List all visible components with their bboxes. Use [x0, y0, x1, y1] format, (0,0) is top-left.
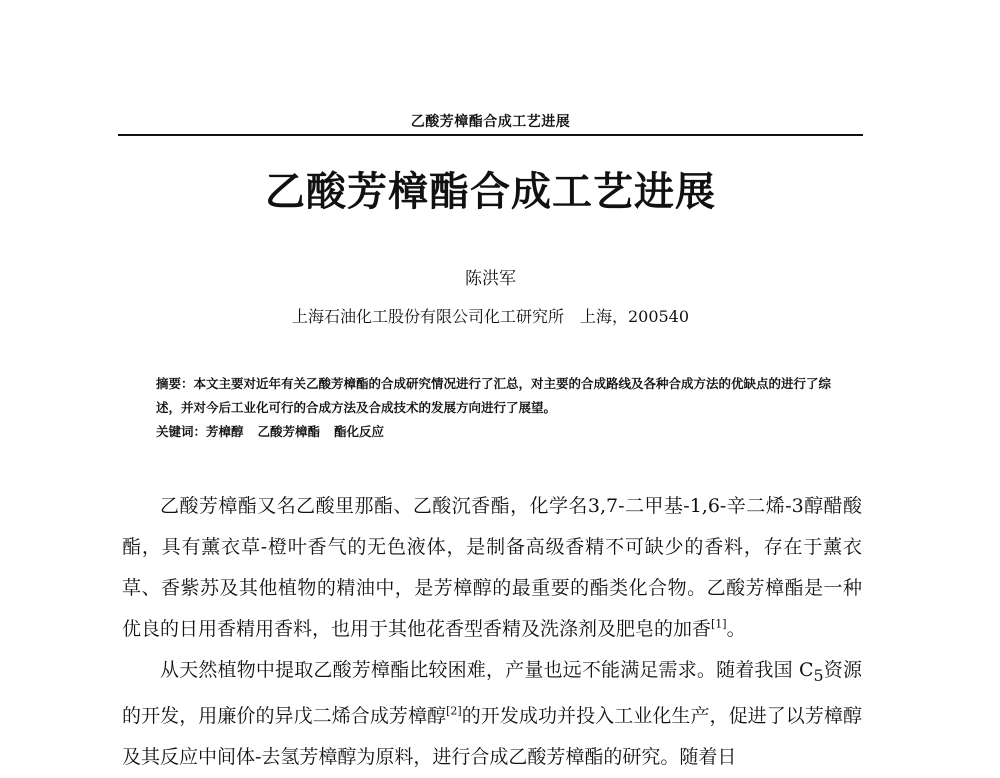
keywords-label: 关键词： [156, 424, 207, 439]
article-title: 乙酸芳樟酯合成工艺进展 [265, 169, 716, 215]
abstract-block [156, 372, 856, 444]
running-header: 乙酸芳樟酯合成工艺进展 [410, 114, 571, 130]
abstract-paragraph [156, 372, 856, 420]
author-affiliation: 上海石油化工股份有限公司化工研究所 上海，200540 [291, 307, 690, 326]
keyword-3: 酯化反应 [334, 424, 385, 439]
keywords-line [156, 420, 856, 444]
keyword-1: 芳樟醇 [206, 424, 244, 439]
paragraph-2-text-b: 资源的开发，用廉价的异戊二烯合成芳樟醇 [122, 659, 862, 727]
paragraph-2-text-c: 的开发成功并投入工业化生产，促进了以芳樟醇及其反应中间体-去氢芳樟醇为原料，进行合成乙酸芳樟酯的研究。随着日 [122, 704, 862, 768]
abstract-text: 本文主要对近年有关乙酸芳樟酯的合成研究情况进行了汇总，对主要的合成路线及各种合成方法的优缺点的进行了综述，并对今后工业化可行的合成方法及合成技术的发展方向进行了展望。 [156, 376, 832, 415]
paragraph-1-end: 。 [726, 618, 746, 640]
reference-2[interactable]: [2] [446, 704, 462, 718]
abstract-label: 摘要： [156, 376, 194, 391]
paragraph-1-text: 乙酸芳樟酯又名乙酸里那酯、乙酸沉香酯，化学名3,7-二甲基-1,6-辛二烯-3醇醋酸酯，具有薰衣草-橙叶香气的无色液体，是制备高级香精不可缺少的香料，存在于薰衣草、香紫苏及其他植物的精油中，是芳樟醇的最重要的酯类化合物。乙酸芳樟酯是一种优良的日用香精用香料，也用于其他花香型香精及洗涤剂及肥皂的加香 [122, 495, 862, 640]
reference-1[interactable]: [1] [711, 617, 727, 631]
author-name: 陈洪军 [465, 269, 516, 289]
header-rule [118, 134, 863, 136]
keyword-2: 乙酸芳樟酯 [257, 424, 321, 439]
body-paragraph-2 [122, 650, 862, 778]
body-paragraph-1 [122, 486, 862, 650]
c5-subscript: 5 [813, 665, 824, 685]
body-text [122, 486, 862, 778]
paragraph-2-text-a: 从天然植物中提取乙酸芳樟酯比较困难，产量也远不能满足需求。随着我国 C [160, 659, 814, 681]
